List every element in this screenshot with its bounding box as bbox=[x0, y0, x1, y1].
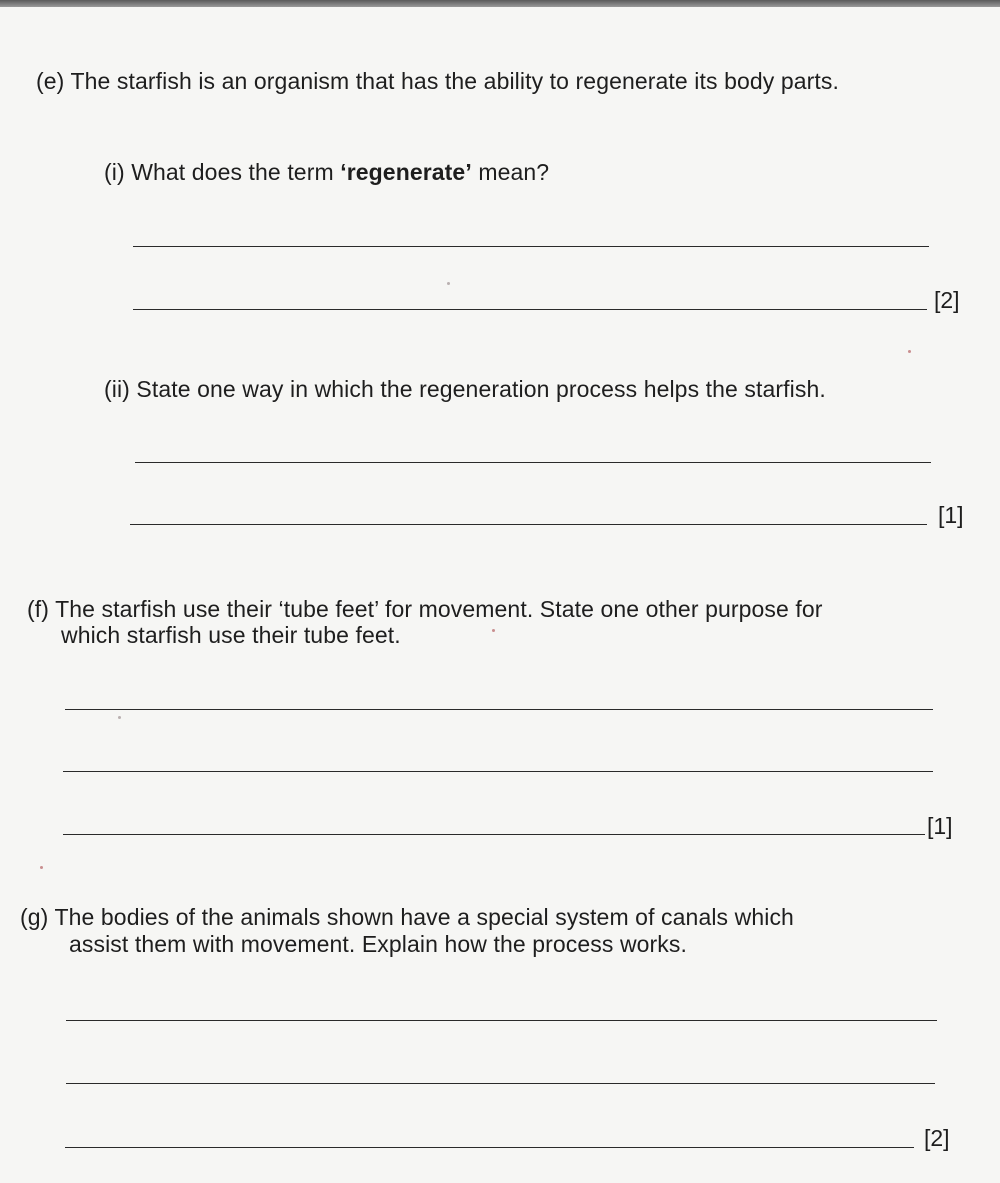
scan-speck bbox=[40, 866, 43, 869]
question-e-i-text-after: mean? bbox=[471, 159, 550, 185]
answer-line-e-i-2[interactable] bbox=[133, 309, 927, 310]
marks-f: [1] bbox=[927, 813, 953, 839]
answer-line-g-2[interactable] bbox=[66, 1083, 935, 1084]
page-top-edge bbox=[0, 0, 1000, 7]
question-e-stem: (e) The starfish is an organism that has the ability to regenerate its body parts. bbox=[36, 68, 839, 94]
question-f-line-2: which starfish use their tube feet. bbox=[61, 622, 401, 648]
question-e-i bbox=[104, 157, 549, 187]
question-f-line-1: (f) The starfish use their ‘tube feet’ for movement. State one other purpose for bbox=[27, 596, 823, 622]
question-e-i-term: ‘regenerate’ bbox=[340, 159, 472, 185]
question-e-ii: (ii) State one way in which the regeneration process helps the starfish. bbox=[104, 376, 826, 402]
answer-line-e-ii-2[interactable] bbox=[130, 524, 927, 525]
question-g-line-1: (g) The bodies of the animals shown have a special system of canals which bbox=[20, 904, 794, 930]
question-e-i-text-before: (i) What does the term bbox=[104, 159, 341, 185]
answer-line-f-1[interactable] bbox=[65, 709, 933, 710]
scan-speck bbox=[118, 716, 121, 719]
marks-e-ii: [1] bbox=[938, 502, 964, 528]
answer-line-f-3[interactable] bbox=[63, 834, 925, 835]
question-g-line-2: assist them with movement. Explain how the process works. bbox=[69, 931, 687, 957]
answer-line-f-2[interactable] bbox=[63, 771, 933, 772]
scan-speck bbox=[908, 350, 911, 353]
marks-g: [2] bbox=[924, 1125, 950, 1151]
marks-e-i: [2] bbox=[934, 287, 960, 313]
answer-line-e-ii-1[interactable] bbox=[135, 462, 931, 463]
answer-line-g-1[interactable] bbox=[66, 1020, 937, 1021]
scan-speck bbox=[492, 629, 495, 632]
scan-speck bbox=[447, 282, 450, 285]
answer-line-e-i-1[interactable] bbox=[133, 246, 929, 247]
answer-line-g-3[interactable] bbox=[65, 1147, 914, 1148]
